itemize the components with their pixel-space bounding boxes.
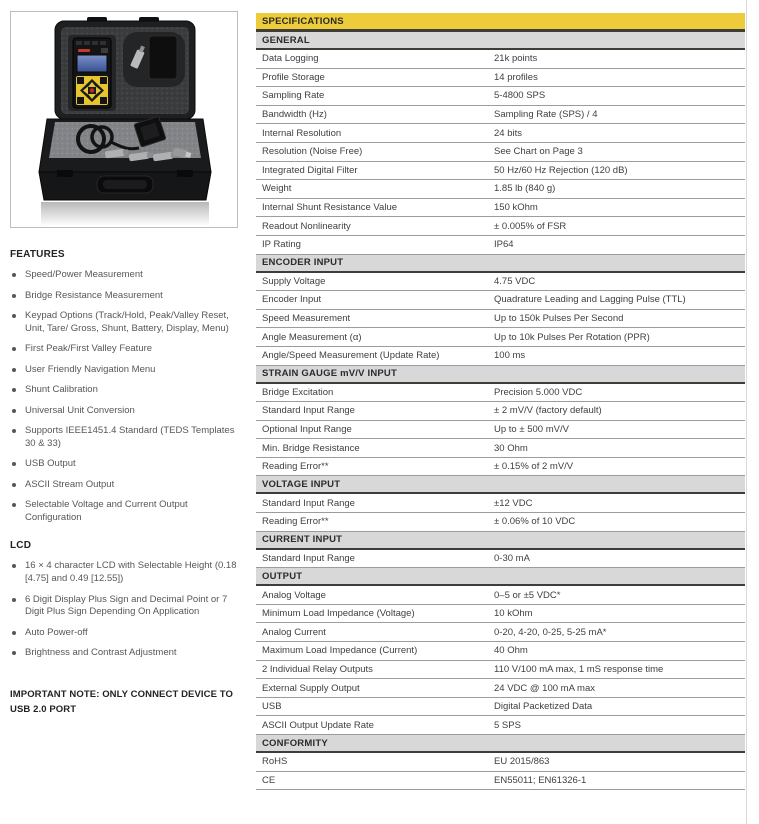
spec-value: Quadrature Leading and Lagging Pulse (TTL) xyxy=(494,294,686,306)
spec-label: Readout Nonlinearity xyxy=(262,220,351,232)
spec-row xyxy=(256,421,745,440)
spec-row xyxy=(256,494,745,513)
spec-label: Bridge Excitation xyxy=(262,386,334,398)
spec-label: Standard Input Range xyxy=(262,552,355,564)
spec-label: Optional Input Range xyxy=(262,423,352,435)
device-lcd-screen xyxy=(77,55,107,72)
spec-value: 150 kOhm xyxy=(494,202,538,214)
section-header-conformity: CONFORMITY xyxy=(256,735,745,753)
bullet-item: USB Output xyxy=(10,458,242,471)
spec-value: ± 2 mV/V (factory default) xyxy=(494,405,602,417)
spec-label: Reading Error** xyxy=(262,516,329,528)
equipment-case-illustration xyxy=(11,12,238,228)
spec-row xyxy=(256,143,745,162)
spec-value: Up to ± 500 mV/V xyxy=(494,423,569,435)
spec-value: Digital Packetized Data xyxy=(494,701,593,713)
spec-label: Angle/Speed Measurement (Update Rate) xyxy=(262,350,440,362)
spec-row xyxy=(256,310,745,329)
spec-value: ± 0.15% of 2 mV/V xyxy=(494,461,574,473)
bullet-item: Brightness and Contrast Adjustment xyxy=(10,647,242,660)
spec-value: Sampling Rate (SPS) / 4 xyxy=(494,109,598,121)
bullet-item: 16 × 4 character LCD with Selectable Height (0.18 [4.75] and 0.49 [12.55]) xyxy=(10,560,242,585)
spec-value: 4.75 VDC xyxy=(494,275,536,287)
spec-label: Internal Shunt Resistance Value xyxy=(262,202,398,214)
spec-value: 5-4800 SPS xyxy=(494,90,546,102)
spec-label: 2 Individual Relay Outputs xyxy=(262,663,373,675)
bullet-item: Universal Unit Conversion xyxy=(10,405,242,418)
spec-label: RoHS xyxy=(262,756,288,768)
spec-value: EN55011; EN61326-1 xyxy=(494,774,587,786)
spec-row xyxy=(256,273,745,292)
spec-value: ±12 VDC xyxy=(494,497,533,509)
spec-row xyxy=(256,180,745,199)
spec-label: Sampling Rate xyxy=(262,90,325,102)
spec-label: Integrated Digital Filter xyxy=(262,164,358,176)
spec-label: External Supply Output xyxy=(262,682,360,694)
spec-label: Analog Voltage xyxy=(262,589,326,601)
spec-label: Min. Bridge Resistance xyxy=(262,442,360,454)
spec-row xyxy=(256,347,745,366)
spec-row xyxy=(256,106,745,125)
spec-row xyxy=(256,162,745,181)
spec-row xyxy=(256,605,745,624)
section-header-voltage-input: VOLTAGE INPUT xyxy=(256,476,745,494)
spec-value: Precision 5.000 VDC xyxy=(494,386,583,398)
spec-label: Data Logging xyxy=(262,53,319,65)
spec-row xyxy=(256,439,745,458)
section-header-output: OUTPUT xyxy=(256,568,745,586)
spec-row xyxy=(256,679,745,698)
spec-value: 21k points xyxy=(494,53,538,65)
features-list xyxy=(10,269,242,524)
spec-value: 110 V/100 mA max, 1 mS response time xyxy=(494,663,664,675)
lcd-section xyxy=(10,540,242,659)
spec-label: USB xyxy=(262,701,282,713)
spec-label: Standard Input Range xyxy=(262,405,355,417)
spec-label: IP Rating xyxy=(262,239,301,251)
spec-value: 30 Ohm xyxy=(494,442,528,454)
section-header-encoder-input: ENCODER INPUT xyxy=(256,255,745,273)
spec-value: 0–5 or ±5 VDC* xyxy=(494,589,561,601)
spec-label: Analog Current xyxy=(262,626,326,638)
spec-value: Up to 10k Pulses Per Rotation (PPR) xyxy=(494,331,650,343)
spec-value: ± 0.06% of 10 VDC xyxy=(494,516,576,528)
spec-value: IP64 xyxy=(494,239,514,251)
spec-row xyxy=(256,586,745,605)
spec-value: ± 0.005% of FSR xyxy=(494,220,567,232)
spec-row xyxy=(256,199,745,218)
spec-row xyxy=(256,623,745,642)
spec-label: Encoder Input xyxy=(262,294,322,306)
page-edge-line xyxy=(746,0,747,824)
spec-value: 40 Ohm xyxy=(494,645,528,657)
spec-value: 50 Hz/60 Hz Rejection (120 dB) xyxy=(494,164,628,176)
spec-row xyxy=(256,513,745,532)
spec-label: Resolution (Noise Free) xyxy=(262,146,363,158)
spec-row xyxy=(256,69,745,88)
spec-label: Reading Error** xyxy=(262,461,329,473)
bullet-item: Bridge Resistance Measurement xyxy=(10,290,242,303)
spec-label: Profile Storage xyxy=(262,71,325,83)
spec-value: 24 VDC @ 100 mA max xyxy=(494,682,595,694)
lcd-list xyxy=(10,560,242,659)
spec-row xyxy=(256,772,745,791)
spec-row xyxy=(256,642,745,661)
spec-label: Internal Resolution xyxy=(262,127,342,139)
bullet-item: User Friendly Navigation Menu xyxy=(10,364,242,377)
spec-label: Maximum Load Impedance (Current) xyxy=(262,645,418,657)
spec-row xyxy=(256,328,745,347)
left-column xyxy=(10,11,242,717)
bullet-item: 6 Digit Display Plus Sign and Decimal Point or 7 Digit Plus Sign Depending On Application xyxy=(10,594,242,619)
device-keypad xyxy=(76,76,108,105)
spec-value: 5 SPS xyxy=(494,719,521,731)
important-note: IMPORTANT NOTE: ONLY CONNECT DEVICE TO USB 2.0 PORT xyxy=(10,688,234,715)
spec-label: Bandwidth (Hz) xyxy=(262,109,327,121)
specifications-panel xyxy=(256,13,745,790)
spec-label: Weight xyxy=(262,183,292,195)
spec-row xyxy=(256,458,745,477)
spec-row xyxy=(256,217,745,236)
specifications-title: SPECIFICATIONS xyxy=(256,13,745,32)
spec-value: 14 profiles xyxy=(494,71,538,83)
spec-row xyxy=(256,402,745,421)
spec-value: See Chart on Page 3 xyxy=(494,146,583,158)
spec-value: 1.85 lb (840 g) xyxy=(494,183,556,195)
spec-row xyxy=(256,716,745,735)
product-photo xyxy=(10,11,238,228)
spec-value: 10 kOhm xyxy=(494,608,533,620)
spec-row xyxy=(256,384,745,403)
bullet-item: Keypad Options (Track/Hold, Peak/Valley Reset, Unit, Tare/ Gross, Shunt, Battery, Display, Menu) xyxy=(10,310,242,335)
spec-value: Up to 150k Pulses Per Second xyxy=(494,313,624,325)
spec-row xyxy=(256,236,745,255)
features-section xyxy=(10,249,242,524)
bullet-item: ASCII Stream Output xyxy=(10,479,242,492)
spec-row xyxy=(256,550,745,569)
lcd-title: LCD xyxy=(10,540,32,552)
bullet-item: Selectable Voltage and Current Output Configuration xyxy=(10,499,242,524)
specifications-table xyxy=(256,32,745,790)
bullet-item: Speed/Power Measurement xyxy=(10,269,242,282)
spec-row xyxy=(256,291,745,310)
section-header-general: GENERAL xyxy=(256,32,745,50)
spec-value: 0-20, 4-20, 0-25, 5-25 mA* xyxy=(494,626,607,638)
spec-label: Minimum Load Impedance (Voltage) xyxy=(262,608,415,620)
spec-row xyxy=(256,698,745,717)
spec-label: Speed Measurement xyxy=(262,313,351,325)
section-header-strain-gauge-mv-v-input: STRAIN GAUGE mV/V INPUT xyxy=(256,366,745,384)
spec-row xyxy=(256,124,745,143)
bullet-item: Shunt Calibration xyxy=(10,384,242,397)
section-header-current-input: CURRENT INPUT xyxy=(256,532,745,550)
spec-row xyxy=(256,661,745,680)
spec-label: Supply Voltage xyxy=(262,275,326,287)
spec-row xyxy=(256,753,745,772)
bullet-item: Auto Power-off xyxy=(10,627,242,640)
brand-badge xyxy=(78,49,90,52)
spec-label: Angle Measurement (α) xyxy=(262,331,362,343)
spec-value: 100 ms xyxy=(494,350,526,362)
spec-value: 24 bits xyxy=(494,127,522,139)
spec-value: EU 2015/863 xyxy=(494,756,550,768)
spec-label: CE xyxy=(262,774,276,786)
features-title: FEATURES xyxy=(10,249,65,260)
bullet-item: Supports IEEE1451.4 Standard (TEDS Templates 30 & 33) xyxy=(10,425,242,450)
spec-label: ASCII Output Update Rate xyxy=(262,719,374,731)
spec-row xyxy=(256,87,745,106)
spec-row xyxy=(256,50,745,69)
spec-label: Standard Input Range xyxy=(262,497,355,509)
bullet-item: First Peak/First Valley Feature xyxy=(10,343,242,356)
spec-value: 0-30 mA xyxy=(494,552,530,564)
